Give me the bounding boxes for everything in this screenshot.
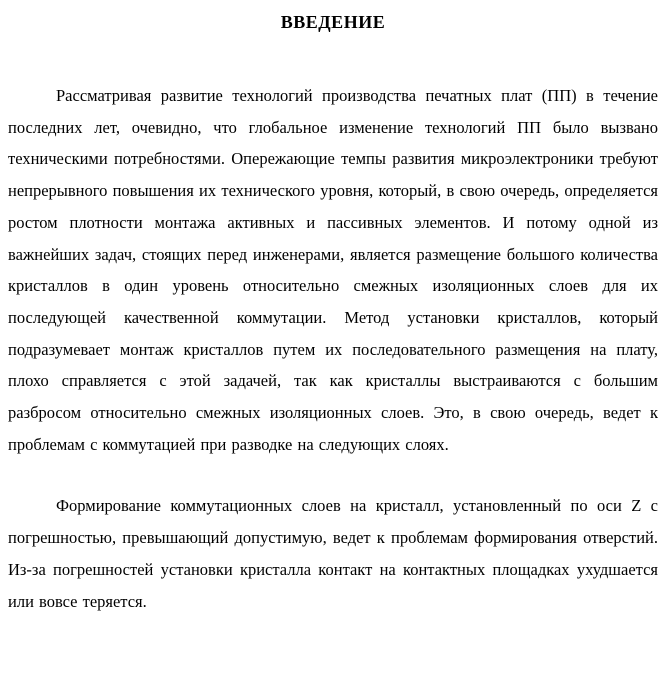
paragraph-commutation-layers: Формирование коммутационных слоев на кристалл, установленный по оси Z с погрешностью, превышающий допустимую, ведет к проблемам формирования отверстий. Из-за погрешностей установки кристалла контакт на контактных площадках ухудшается или вовсе теряется.: [8, 496, 658, 611]
page-title: ВВЕДЕНИЕ: [280, 12, 386, 32]
paragraph-intro-technology: Рассматривая развитие технологий производства печатных плат (ПП) в течение последних лет, очевидно, что глобальное изменение технологий ПП было вызвано техническими потребностями. Опережающие темпы развития микроэлектроники требуют непрерывного повышения их технического уровня, который, в свою очередь, определяется ростом плотности монтажа активных и пассивных элементов. И потому одной из важнейших задач, стоящих перед инженерами, является размещение большого количества кристаллов в один уровень относительно смежных изоляционных слоев для их последующей качественной коммутации. Метод установки кристаллов, который подразумевает монтаж кристаллов путем их последовательного размещения на плату, плохо справляется с этой задачей, так как кристаллы выстраиваются с большим разбросом относительно смежных изоляционных слоев. Это, в свою очередь, ведет к проблемам с коммутацией при разводке на следующих слоях.: [8, 86, 658, 454]
